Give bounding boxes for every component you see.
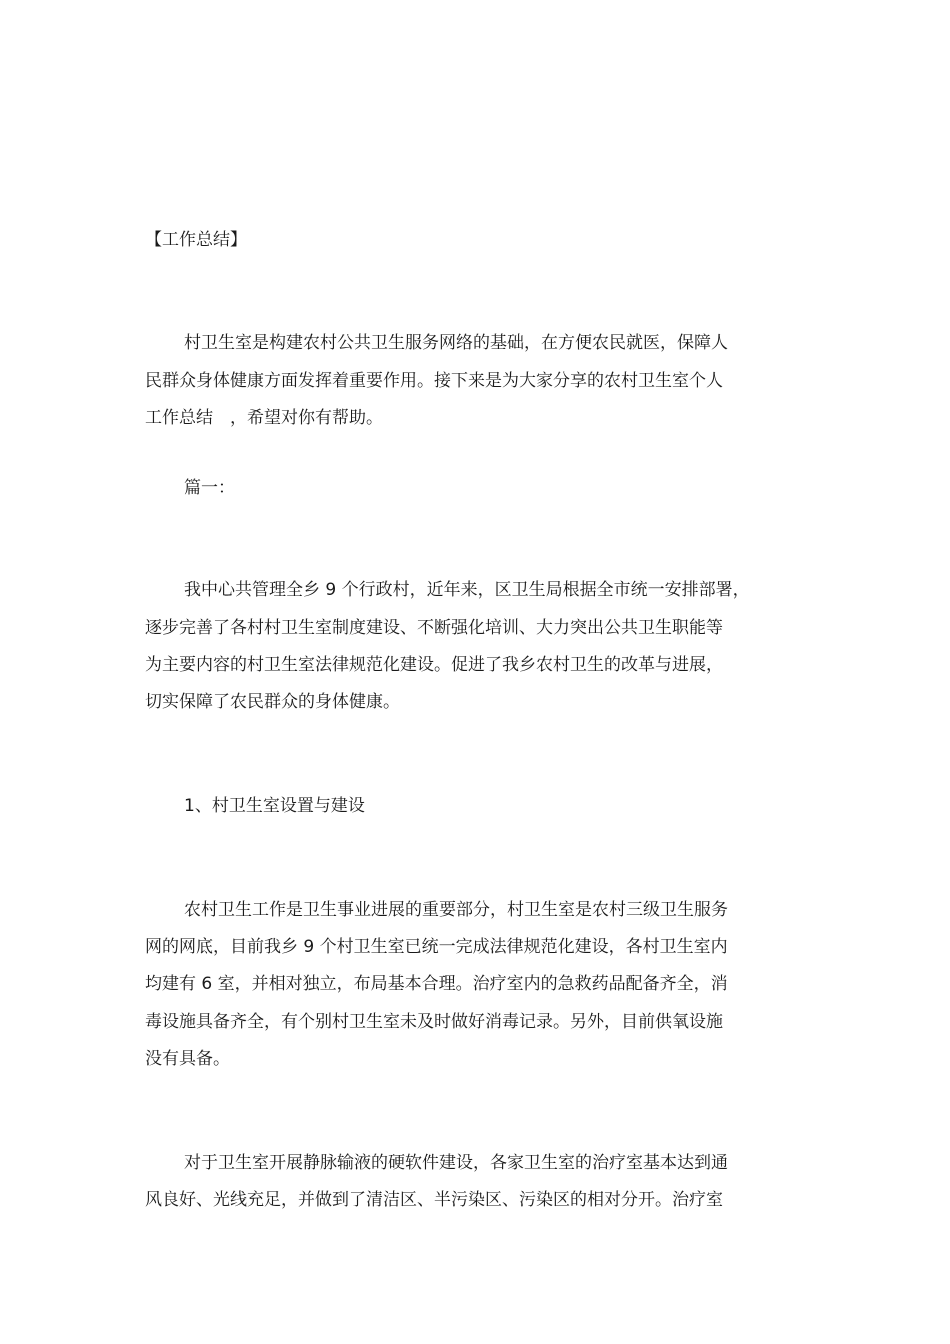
intro-line-3: 工作总结 ，希望对你有帮助。 — [145, 408, 383, 428]
part-label: 篇一： — [184, 478, 235, 498]
para1-line-3: 为主要内容的村卫生室法律规范化建设。促进了我乡农村卫生的改革与进展， — [145, 655, 723, 675]
para3-line-2: 风良好、光线充足，并做到了清洁区、半污染区、污染区的相对分开。治疗室 — [145, 1190, 723, 1210]
document-heading: 【工作总结】 — [145, 230, 247, 250]
para1-line-4: 切实保障了农民群众的身体健康。 — [145, 692, 400, 712]
para2-line-3: 均建有 6 室，并相对独立，布局基本合理。治疗室内的急救药品配备齐全，消 — [145, 974, 728, 994]
intro-line-2: 民群众身体健康方面发挥着重要作用。接下来是为大家分享的农村卫生室个人 — [145, 371, 723, 391]
intro-line-1: 村卫生室是构建农村公共卫生服务网络的基础，在方便农民就医，保障人 — [184, 333, 728, 353]
para1-line-1: 我中心共管理全乡 9 个行政村，近年来，区卫生局根据全市统一安排部署， — [184, 580, 750, 600]
para2-line-5: 没有具备。 — [145, 1049, 230, 1069]
para3-line-1: 对于卫生室开展静脉输液的硬软件建设，各家卫生室的治疗室基本达到通 — [184, 1153, 728, 1173]
para2-line-1: 农村卫生工作是卫生事业进展的重要部分，村卫生室是农村三级卫生服务 — [184, 900, 728, 920]
para1-line-2: 逐步完善了各村村卫生室制度建设、不断强化培训、大力突出公共卫生职能等 — [145, 618, 723, 638]
section1-title: 1、村卫生室设置与建设 — [184, 796, 365, 816]
para2-line-2: 网的网底，目前我乡 9 个村卫生室已统一完成法律规范化建设，各村卫生室内 — [145, 937, 728, 957]
para2-line-4: 毒设施具备齐全，有个别村卫生室未及时做好消毒记录。另外，目前供氧设施 — [145, 1012, 723, 1032]
